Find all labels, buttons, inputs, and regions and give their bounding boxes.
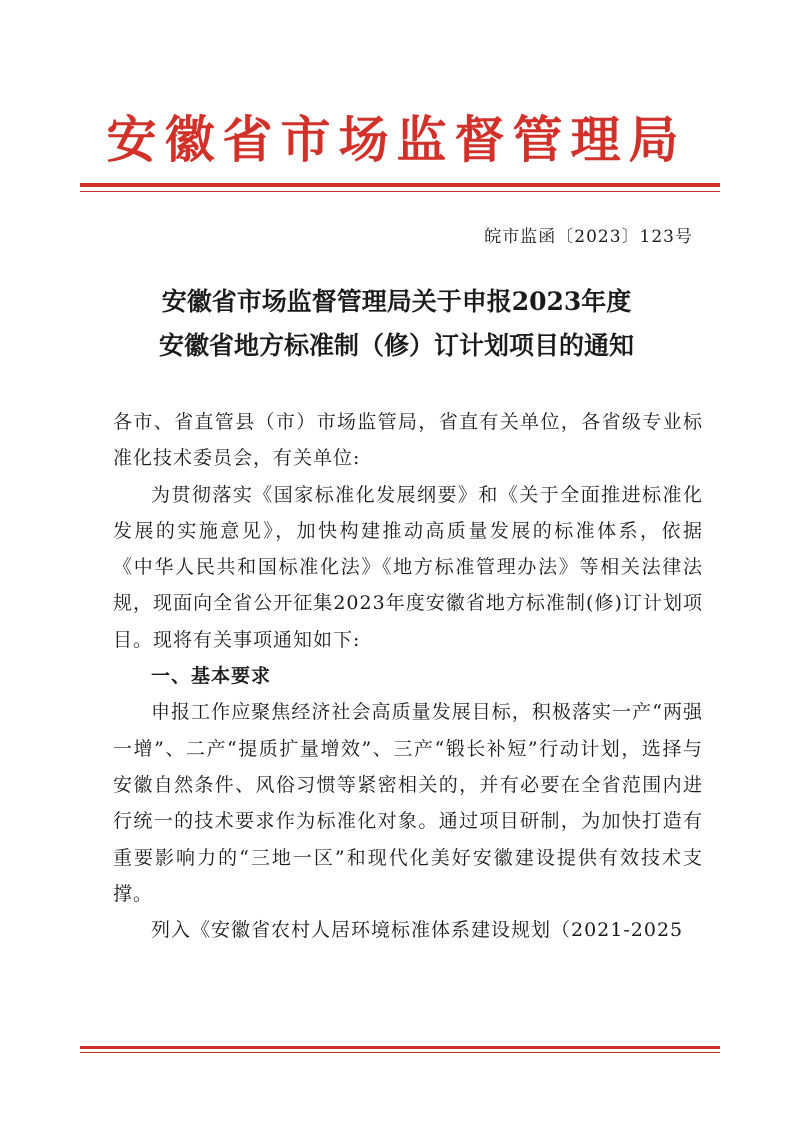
footer-divider-thick — [80, 1046, 720, 1049]
document-number: 皖市监函〔2023〕123号 — [484, 227, 693, 247]
issuing-authority-header: 安徽省市场监督管理局 — [106, 110, 687, 169]
document-body — [113, 404, 703, 948]
footer-divider-thin — [80, 1052, 720, 1053]
document-title-line-2: 安徽省地方标准制（修）订计划项目的通知 — [158, 331, 634, 360]
document-title-line-1: 安徽省市场监督管理局关于申报2023年度 — [161, 287, 632, 316]
section-1-heading: 一、基本要求 — [151, 665, 272, 688]
header-divider-thick — [80, 183, 720, 187]
section-1-paragraph: 申报工作应聚焦经济社会高质量发展目标，积极落实一产“两强一增”、二产“提质扩量增效”、三产“锻长补短”行动计划，选择与安徽自然条件、风俗习惯等紧密相关的，并有必要在全省范围内进行统一的技术要求作为标准化对象。通过项目研制，为加快打造有重要影响力的“三地一区”和现代化美好安徽建设提供有效技术支撑。 — [113, 701, 703, 905]
header-divider-thin — [80, 191, 720, 192]
recipients-paragraph: 各市、省直管县（市）市场监管局，省直有关单位，各省级专业标准化技术委员会，有关单位: — [113, 411, 703, 470]
document-title — [0, 280, 793, 368]
section-1-paragraph-2: 列入《安徽省农村人居环境标准体系建设规划（2021-2025 — [151, 919, 684, 942]
intro-paragraph: 为贯彻落实《国家标准化发展纲要》和《关于全面推进标准化发展的实施意见》，加快构建推动高质量发展的标准体系，依据《中华人民共和国标准化法》《地方标准管理办法》等相关法律法规，现面向全省公开征集2023年度安徽省地方标准制(修)订计划项目。现将有关事项通知如下: — [113, 483, 703, 651]
